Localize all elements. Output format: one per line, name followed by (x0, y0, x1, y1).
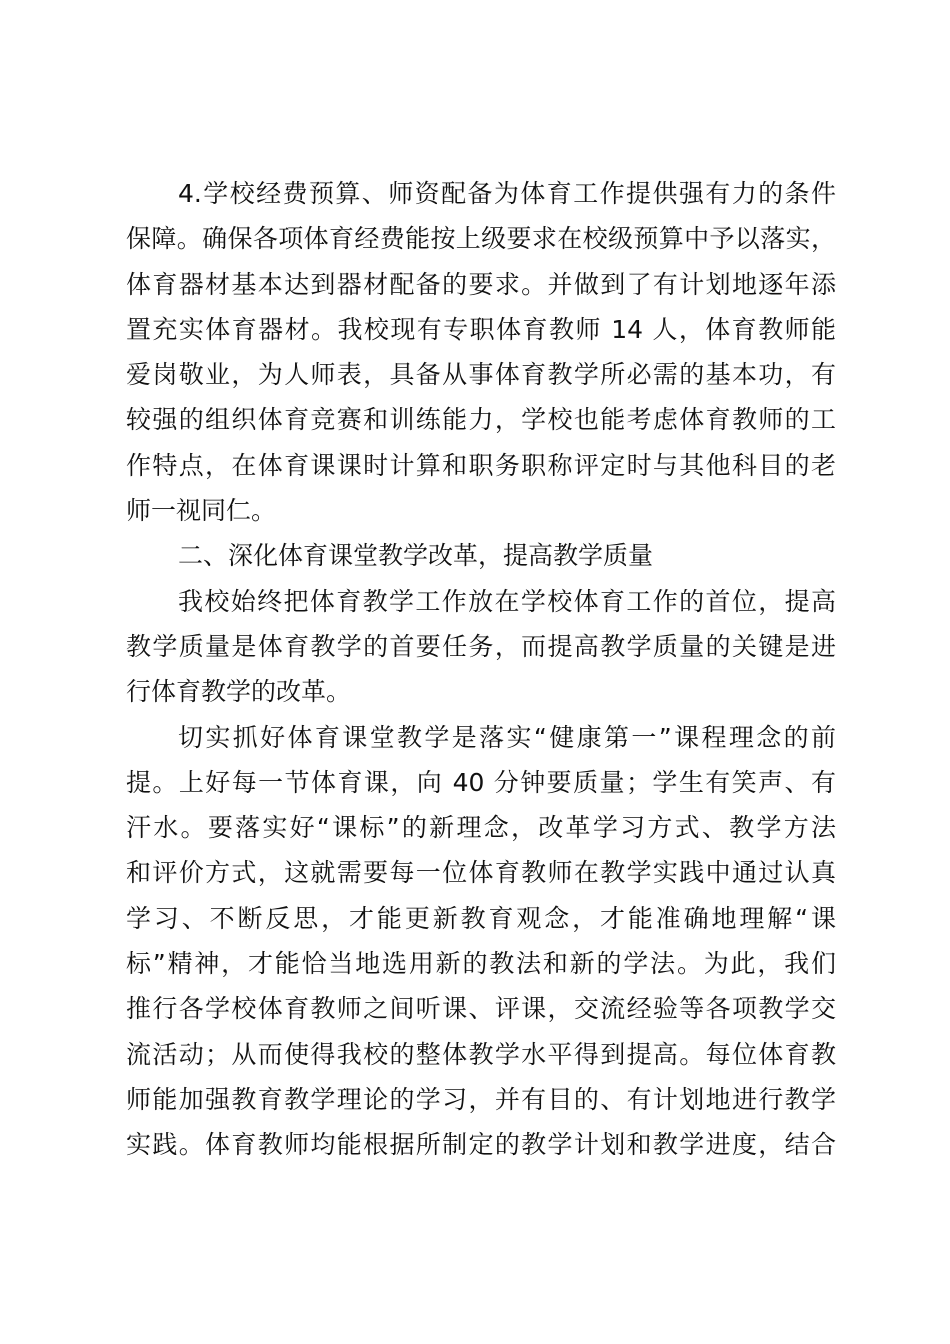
paragraph-teaching-priority (126, 579, 836, 715)
text-line: 师一视同仁。 (126, 496, 277, 526)
text-line: 置充实体育器材。我校现有专职体育教师 14 人，体育教师能 (126, 314, 836, 344)
text-line: 我校始终把体育教学工作放在学校体育工作的首位，提高 (178, 586, 836, 616)
text-line: 学习、不断反思，才能更新教育观念，才能准确地理解“课 (126, 903, 836, 933)
text-line: 保障。确保各项体育经费能按上级要求在校级预算中予以落实， (126, 224, 836, 254)
text-line: 推行各学校体育教师之间听课、评课，交流经验等各项教学交 (126, 994, 836, 1024)
text-line: 师能加强教育教学理论的学习，并有目的、有计划地进行教学 (126, 1084, 836, 1114)
paragraph-classroom-teaching (126, 715, 836, 1168)
text-line: 较强的组织体育竞赛和训练能力，学校也能考虑体育教师的工 (126, 405, 836, 435)
section-heading (126, 533, 836, 578)
text-line: 切实抓好体育课堂教学是落实“健康第一”课程理念的前 (178, 722, 836, 752)
text-line: 标”精神，才能恰当地选用新的教法和新的学法。为此，我们 (126, 949, 836, 979)
document-body (126, 171, 836, 1168)
text-line: 体育器材基本达到器材配备的要求。并做到了有计划地逐年添 (126, 269, 836, 299)
text-line: 提。上好每一节体育课，向 40 分钟要质量；学生有笑声、有 (126, 767, 836, 797)
text-line: 作特点，在体育课课时计算和职务职称评定时与其他科目的老 (126, 450, 836, 480)
text-line: 教学质量是体育教学的首要任务，而提高教学质量的关键是进 (126, 631, 836, 661)
heading-text: 二、深化体育课堂教学改革，提高教学质量 (178, 541, 654, 571)
text-line: 实践。体育教师均能根据所制定的教学计划和教学进度，结合 (126, 1130, 836, 1160)
text-line: 4.学校经费预算、师资配备为体育工作提供强有力的条件 (178, 179, 836, 208)
text-line: 爱岗敬业，为人师表，具备从事体育教学所必需的基本功，有 (126, 360, 836, 390)
text-line: 和评价方式，这就需要每一位体育教师在教学实践中通过认真 (126, 858, 836, 888)
paragraph-funding-staffing (126, 171, 836, 533)
text-line: 流活动；从而使得我校的整体教学水平得到提高。每位体育教 (126, 1039, 836, 1069)
text-line: 行体育教学的改革。 (126, 677, 352, 707)
text-line: 汗水。要落实好“课标”的新理念，改革学习方式、教学方法 (126, 813, 836, 843)
